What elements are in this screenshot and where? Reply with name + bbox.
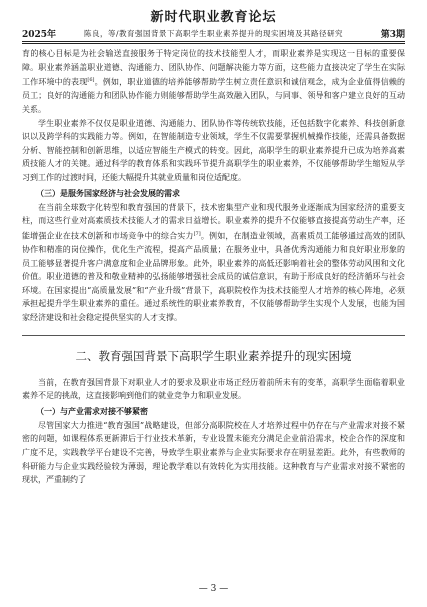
journal-title: 新时代职业教育论坛 [150,10,277,25]
paragraph-3 [22,201,405,325]
page-number: — 3 — [198,584,229,594]
header-running-title: 陈良，等/教育强国背景下高职学生职业素养提升的现实困境及其路径研究 [83,28,344,38]
section-heading-1: （一）与产业需求对接不够紧密 [36,406,148,416]
paragraph-1 [22,47,405,117]
paragraph-3-tail: 。例如，在制造业领域，高素质员工能够通过高效的团队协作和精准的岗位操作，优化生产流程，提高产品质量；在服务业中，具备优秀沟通能力和良好职业形象的员工能够显著提升客户满意度和企业品牌形象。此外，职业素养的高低还影响着社会的整体劳动风围和文化价值。职业道德的普及和敬业精神的弘扬能够增强社会成员的诚信意识，有助于形成良好的经济循环与社会环境。在国家提出“高质量发展”和“产业升级”背景下，高职院校作为技术技能型人才培养的核心阵地，必须承担起提升学生职业素养的重任。通过系统性的职业素养教育，不仅能够帮助学生实现个人发展，也能为国家经济建设和社会稳定提供坚实的人才支撑。 [22,231,405,322]
citation-6: [6] [87,77,95,84]
paragraph-1-text: 育的核心目标是为社会输送直接服务于特定岗位的技术技能型人才，而职业素养是实现这一目标的重要保障。职业素养涵盖职业道德、沟通能力、团队协作、问题解决能力等方面，这些能力直接决定了学生在实际工作环境中的表现 [22,49,405,87]
chapter-heading-2: 二、教育强国背景下高职学生职业素养提升的现实困境 [75,348,352,363]
paragraph-5: 尽管国家大力推进“教育强国”战略建设，但部分高职院校在人才培养过程中仍存在与产业需求对接不紧密的问题，如课程体系更新滞后于行业技术革新，专业设置未能充分满足企业前沿需求，校企合作的深度和广度不足，实践教学平台建设不完善，导致学生职业素养与企业实际要求存在明显差距。此外，有些教师的科研能力与企业实践经验较为薄弱，理论教学难以有效转化为实用技能。这种教育与产业需求对接不紧密的现状，严重制约了 [22,420,405,485]
citation-7: [7] [193,230,201,237]
paragraph-3-text: 在当前全球数字化转型和教育强国的背景下，技术密集型产业和现代服务业逐渐成为国家经济的重要支柱，而这些行业对高素质技术技能人才的需求日益增长。职业素养的提升不仅能够直接提高劳动生产率，还能增强企业在技术创新和市场竞争中的综合实力 [22,202,405,241]
paragraph-4: 当前，在教育强国背景下对职业人才的要求及职业市场正经历着前所未有的变革，高职学生面临着职业素养不足的挑战，这直接影响到他们的就业竞争力和职业发展。 [22,377,405,401]
header-rule-thin [22,43,405,44]
header-year: 2025年 [22,29,57,40]
header-issue: 第3期 [380,29,405,40]
header-rule-thick [22,41,405,42]
paragraph-1-tail: 。例如，职业道德的培养能够帮助学生树立责任意识和诚信观念，成为企业值得信赖的员工；良好的沟通能力和团队协作能力则能够帮助学生高效融入团队，与同事、领导和客户建立良好的互动关系。 [22,77,405,115]
running-header [22,26,405,40]
paragraph-2: 学生职业素养不仅仅是职业道德、沟通能力、团队协作等传统软技能，还包括数字化素养、科技创新意识以及跨学科的实践能力等。例如，在智能制造专业领域，学生不仅需要掌握机械操作技能，还需具备数据分析、智能控制和创新思维，以适应智能生产模式的转变。因此，高职学生的职业素养提升已成为培养高素质技能人才的关键。通过科学的教育体系和实践环节提升高职学生的职业素养，不仅能够帮助学生缩短从学习到工作的过渡时间，还能大幅提升其就业质量和岗位适配度。 [22,118,405,182]
section-heading-3: （三）是服务国家经济与社会发展的需求 [36,188,180,198]
article-body [22,47,405,487]
section-divider [22,335,405,336]
